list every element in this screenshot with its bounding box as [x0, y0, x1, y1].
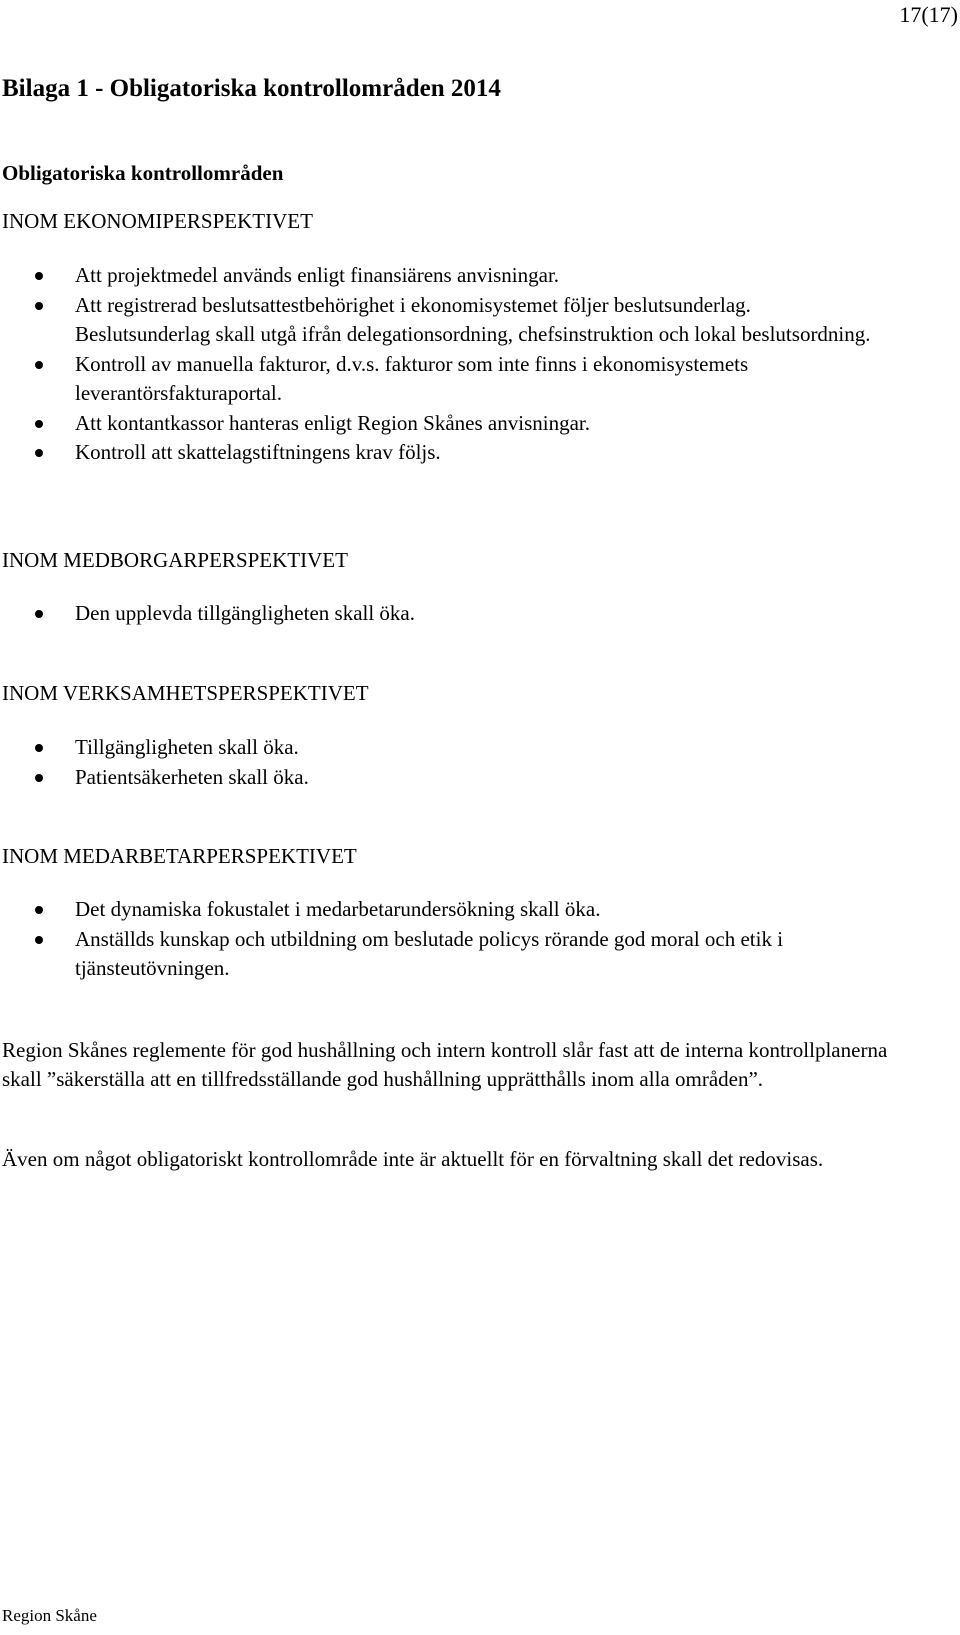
bullet-icon — [35, 906, 43, 914]
bullet-list-medborgar — [0, 599, 940, 629]
section-heading-medborgar: INOM MEDBORGARPERSPEKTIVET — [2, 548, 348, 572]
bullet-icon — [35, 936, 43, 944]
footer-organization: Region Skåne — [2, 1606, 97, 1625]
list-item — [0, 925, 940, 984]
list-item — [0, 763, 940, 793]
list-item-text: Kontroll av manuella fakturor, d.v.s. fakturor som inte finns i ekonomisystemets leverantörsfakturaportal. — [75, 351, 749, 405]
bullet-icon — [35, 744, 43, 752]
list-item — [0, 733, 940, 763]
list-item-text: Den upplevda tillgängligheten skall öka. — [75, 601, 415, 625]
list-item — [0, 438, 940, 468]
paragraph-redovisas: Även om något obligatoriskt kontrollområde inte är aktuellt för en förvaltning skall det redovisas. — [2, 1147, 824, 1171]
list-item — [0, 291, 940, 350]
bullet-icon — [35, 361, 43, 369]
list-item-text: Att projektmedel används enligt finansiärens anvisningar. — [75, 263, 560, 287]
page-number: 17(17) — [899, 2, 958, 27]
bullet-list-medarbetar — [0, 895, 940, 984]
list-item-text: Tillgängligheten skall öka. — [75, 735, 299, 759]
list-item — [0, 261, 940, 291]
bullet-icon — [35, 272, 43, 280]
bullet-icon — [35, 302, 43, 310]
bullet-icon — [35, 420, 43, 428]
bullet-icon — [35, 610, 43, 618]
list-item-text: Kontroll att skattelagstiftningens krav följs. — [75, 440, 441, 464]
list-item — [0, 895, 940, 925]
list-item-text: Att registrerad beslutsattestbehörighet i ekonomisystemet följer beslutsunderlag. Beslutsunderlag skall utgå ifrån delegationsordning, chefsinstruktion och lokal beslutsordning. — [75, 292, 871, 346]
paragraph-reglemente: Region Skånes reglemente för god hushållning och intern kontroll slår fast att de interna kontrollplanerna skall ”säkerställa att en tillfredsställande god hushållning upprätthålls inom alla områden”. — [2, 1038, 888, 1091]
list-item — [0, 350, 940, 409]
bullet-icon — [35, 774, 43, 782]
page-title: Bilaga 1 - Obligatoriska kontrollområden 2014 — [2, 75, 501, 102]
section-heading-verksamhet: INOM VERKSAMHETSPERSPEKTIVET — [2, 681, 369, 705]
bullet-list-verksamhet — [0, 733, 940, 792]
list-item — [0, 599, 940, 629]
list-item-text: Patientsäkerheten skall öka. — [75, 764, 309, 789]
section-heading-medarbetar: INOM MEDARBETARPERSPEKTIVET — [2, 844, 357, 868]
section-heading-ekonomi: INOM EKONOMIPERSPEKTIVET — [2, 209, 313, 233]
list-item-text: Att kontantkassor hanteras enligt Region Skånes anvisningar. — [75, 410, 590, 435]
list-item-text: Anställds kunskap och utbildning om beslutade policys rörande god moral och etik i tjänsteutövningen. — [75, 926, 784, 980]
bullet-icon — [35, 449, 43, 457]
list-item — [0, 409, 940, 439]
list-item-text: Det dynamiska fokustalet i medarbetarundersökning skall öka. — [75, 897, 601, 921]
bullet-list-ekonomi — [0, 261, 940, 468]
page-subtitle: Obligatoriska kontrollområden — [2, 161, 284, 185]
